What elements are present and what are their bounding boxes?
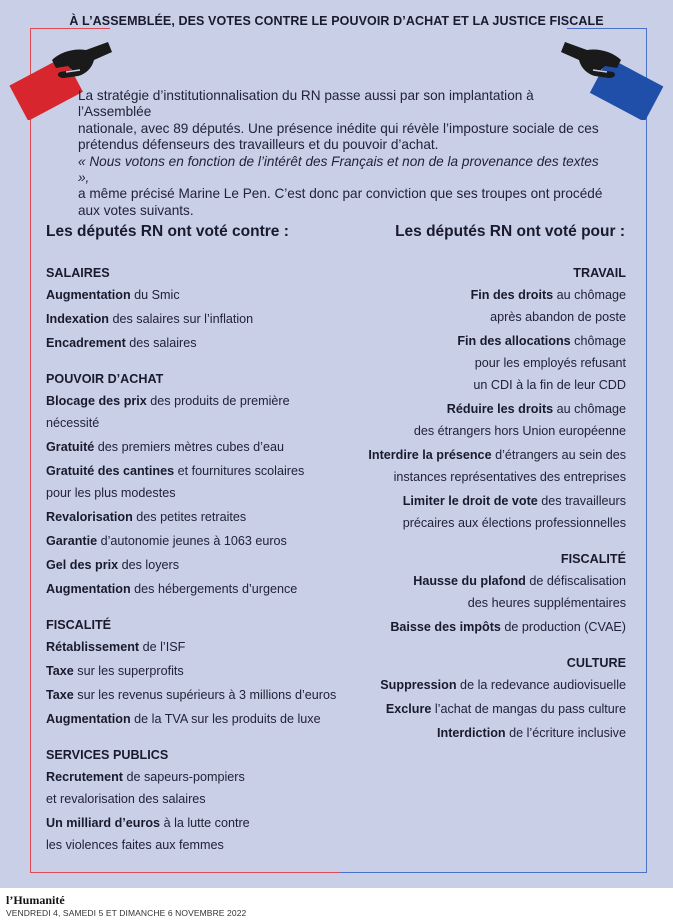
vote-item-keyword: Suppression	[380, 678, 457, 692]
vote-item-text: de production (CVAE)	[500, 620, 626, 634]
section-heading-fiscalite: FISCALITÉ	[560, 552, 626, 566]
vote-item-keyword: Augmentation	[46, 712, 131, 726]
vote-item-text: de l’ISF	[139, 640, 186, 654]
section-heading-salaires: SALAIRES	[46, 266, 110, 280]
section-spacer	[46, 602, 346, 614]
intro-line: prétendus défenseurs des travailleurs et du pouvoir d’achat.	[78, 137, 439, 153]
vote-item-text: de défiscalisation	[525, 574, 626, 588]
intro-line: a même précisé Marine Le Pen. C’est donc par conviction que ses troupes ont procédé	[78, 186, 603, 202]
vote-item	[46, 284, 346, 306]
vote-item-continuation: instances représentatives des entreprises	[393, 470, 626, 484]
vote-item	[306, 570, 626, 592]
vote-item-keyword: Augmentation	[46, 582, 131, 596]
vote-item	[46, 390, 346, 434]
vote-item-text: des premiers mètres cubes d’eau	[94, 440, 284, 454]
item-spacer	[306, 744, 626, 746]
vote-item-text: des hébergements d’urgence	[130, 582, 298, 596]
vote-item-keyword: Réduire les droits	[446, 402, 554, 416]
section-heading-services-publics: SERVICES PUBLICS	[46, 748, 169, 762]
item-spacer	[46, 856, 346, 858]
vote-item-text: sur les revenus supérieurs à 3 millions d’euros	[73, 688, 337, 702]
vote-item	[46, 660, 346, 682]
vote-item-keyword: Interdire la présence	[368, 448, 492, 462]
vote-item-keyword: Gratuité des cantines	[46, 464, 175, 478]
vote-item	[306, 330, 626, 352]
vote-item-keyword: Garantie	[46, 534, 98, 548]
intro-line: La stratégie d’institutionnalisation du RN passe aussi par son implantation à l’Assemblée	[78, 88, 534, 120]
vote-item-keyword: Interdiction	[437, 726, 506, 740]
vote-item-continuation: après abandon de poste	[490, 310, 626, 324]
vote-item-keyword: Blocage des prix	[46, 394, 147, 408]
blue-frame-top	[567, 28, 647, 29]
vote-item	[46, 684, 346, 706]
vote-item	[306, 284, 626, 306]
vote-item-continuation: des étrangers hors Union européenne	[413, 424, 626, 438]
vote-item-keyword: Gel des prix	[46, 558, 119, 572]
vote-item-text: des petites retraites	[132, 510, 247, 524]
vote-item-text: au chômage	[553, 288, 626, 302]
vote-item	[306, 490, 626, 512]
vote-item-text: d’étrangers au sein des	[491, 448, 626, 462]
vote-item-keyword: Recrutement	[46, 770, 123, 784]
vote-item	[306, 444, 626, 466]
vote-item-text: des travailleurs	[537, 494, 626, 508]
vote-item-continuation: un CDI à la fin de leur CDD	[473, 378, 626, 392]
vote-item	[306, 398, 626, 420]
header-title: À L’ASSEMBLÉE, DES VOTES CONTRE LE POUVOIR D’ACHAT ET LA JUSTICE FISCALE	[69, 14, 604, 28]
vote-item-continuation: des heures supplémentaires	[467, 596, 626, 610]
vote-item-text: des loyers	[118, 558, 180, 572]
vote-item	[306, 674, 626, 696]
vote-item-keyword: Baisse des impôts	[390, 620, 501, 634]
vote-item-text: chômage	[570, 334, 626, 348]
vote-item-keyword: Un milliard d’euros	[46, 816, 161, 830]
vote-item	[46, 812, 346, 834]
publication-date: VENDREDI 4, SAMEDI 5 ET DIMANCHE 6 NOVEMBRE 2022	[6, 908, 247, 918]
newspaper-logo: l’Humanité	[6, 893, 65, 907]
right-column-title: Les députés RN ont voté pour :	[395, 223, 625, 240]
vote-item	[46, 506, 346, 528]
vote-item-continuation: les violences faites aux femmes	[46, 838, 224, 852]
vote-item	[46, 460, 346, 482]
vote-item-continuation: pour les employés refusant	[474, 356, 626, 370]
red-frame-top	[30, 28, 110, 29]
section-heading-fiscalite: FISCALITÉ	[46, 618, 112, 632]
section-spacer	[306, 536, 626, 548]
vote-item-keyword: Indexation	[46, 312, 109, 326]
vote-item-text: du Smic	[130, 288, 180, 302]
vote-item	[46, 636, 346, 658]
vote-item	[306, 616, 626, 638]
vote-item-text: au chômage	[553, 402, 626, 416]
left-column-title: Les députés RN ont voté contre :	[46, 223, 289, 240]
vote-item	[306, 698, 626, 720]
vote-item-text: et fournitures scolaires	[174, 464, 305, 478]
vote-item	[306, 722, 626, 744]
vote-item-keyword: Rétablissement	[46, 640, 140, 654]
vote-item-keyword: Fin des droits	[470, 288, 554, 302]
vote-item-text: d’autonomie jeunes à 1063 euros	[97, 534, 287, 548]
voted-against-column	[46, 262, 346, 858]
vote-item	[46, 578, 346, 600]
vote-item-text: de la redevance audiovisuelle	[456, 678, 626, 692]
intro-line: nationale, avec 89 députés. Une présence inédite qui révèle l’imposture sociale de ces	[78, 120, 599, 136]
section-heading-pouvoir-d-achat: POUVOIR D’ACHAT	[46, 372, 164, 386]
vote-item-text: des salaires	[125, 336, 197, 350]
vote-item-text: de la TVA sur les produits de luxe	[130, 712, 321, 726]
section-spacer	[306, 640, 626, 652]
vote-item	[46, 308, 346, 330]
section-spacer	[46, 732, 346, 744]
vote-item	[46, 332, 346, 354]
vote-item-keyword: Revalorisation	[46, 510, 133, 524]
vote-item-text: des salaires sur l’inflation	[108, 312, 254, 326]
vote-item-keyword: Gratuité	[46, 440, 95, 454]
vote-item	[46, 530, 346, 552]
vote-item-keyword: Hausse du plafond	[413, 574, 526, 588]
vote-item-continuation: pour les plus modestes	[46, 486, 176, 500]
section-spacer	[46, 356, 346, 368]
voted-for-column	[306, 262, 626, 746]
vote-item	[46, 766, 346, 788]
vote-item-keyword: Augmentation	[46, 288, 131, 302]
vote-item-text: à la lutte contre	[160, 816, 250, 830]
section-heading-travail: TRAVAIL	[573, 266, 626, 280]
intro-line: aux votes suivants.	[78, 202, 194, 218]
vote-item	[46, 436, 346, 458]
vote-item-keyword: Encadrement	[46, 336, 126, 350]
vote-item-keyword: Fin des allocations	[457, 334, 571, 348]
vote-item-text: sur les superprofits	[73, 664, 184, 678]
vote-item	[46, 708, 346, 730]
intro-paragraph	[78, 88, 608, 219]
vote-item-text: des produits de première nécessité	[46, 394, 290, 430]
vote-item-text: de sapeurs-pompiers	[122, 770, 245, 784]
vote-item	[46, 554, 346, 576]
section-heading-culture: CULTURE	[566, 656, 626, 670]
vote-item-continuation: précaires aux élections professionnelles	[402, 516, 626, 530]
vote-item-keyword: Limiter le droit de vote	[402, 494, 538, 508]
vote-item-continuation: et revalorisation des salaires	[46, 792, 206, 806]
vote-item-keyword: Taxe	[46, 688, 74, 702]
vote-item-text: de l’écriture inclusive	[505, 726, 626, 740]
intro-quote: « Nous votons en fonction de l’intérêt des Français et non de la provenance des textes »,	[78, 153, 599, 186]
vote-item-keyword: Exclure	[385, 702, 432, 716]
vote-item-keyword: Taxe	[46, 664, 74, 678]
vote-item-text: l’achat de mangas du pass culture	[431, 702, 626, 716]
